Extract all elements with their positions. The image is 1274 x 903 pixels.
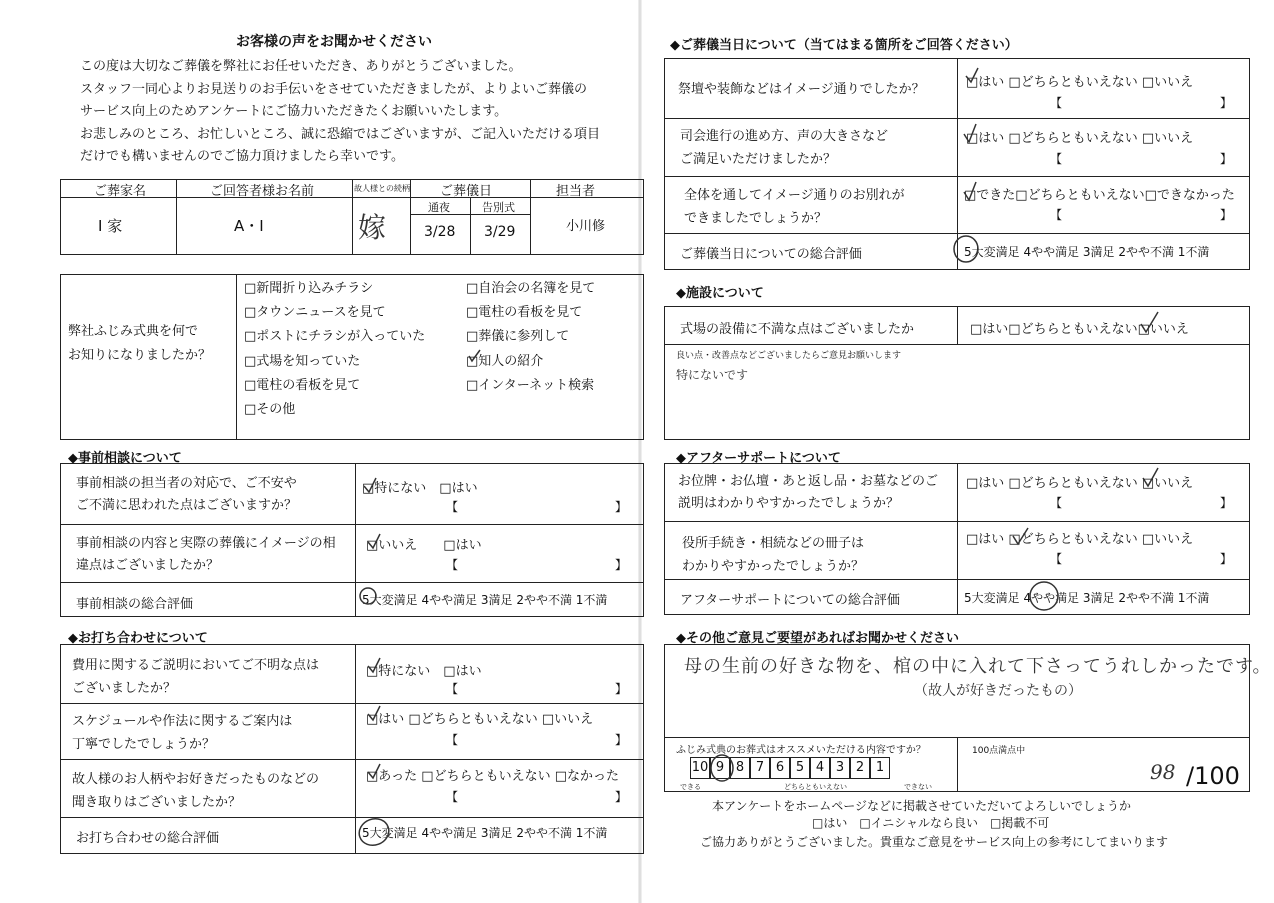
meeting-q2 xyxy=(72,710,292,756)
scale-cell[interactable]: 2 xyxy=(850,757,870,779)
check-mark-icon xyxy=(366,532,384,550)
divider xyxy=(60,759,644,760)
scale-left-label: できる xyxy=(680,783,701,791)
after-q3: アフターサポートについての総合評価 xyxy=(680,593,900,608)
after-support-heading: ◆アフターサポートについて xyxy=(676,451,841,466)
pre-consult-q1 xyxy=(76,473,297,517)
funeral-day-q3-options[interactable]: □できた□どちらともいえない□できなかった xyxy=(964,188,1235,203)
facility-q1: 式場の設備に不満な点はございましたか xyxy=(680,322,915,337)
bracket-open: 【 xyxy=(446,500,459,514)
check-mark-icon xyxy=(962,122,980,144)
checkbox-option[interactable]: □電柱の看板を見て xyxy=(244,377,361,393)
pre-consult-q3: 事前相談の総合評価 xyxy=(76,597,194,612)
checkbox-option[interactable]: □式場を知っていた xyxy=(244,353,361,369)
score-label: 100点満点中 xyxy=(972,746,1026,756)
question-line: ご満足いただけましたか？ xyxy=(680,152,837,167)
pre-consult-rating[interactable]: 5大変満足 4やや満足 3満足 2やや不満 1不満 xyxy=(362,593,608,607)
bracket-close: 】 xyxy=(615,733,628,747)
check-mark-icon xyxy=(362,476,380,494)
divider xyxy=(60,703,644,704)
intro-line: だけでも構いませんのでご協力頂けましたら幸いです。 xyxy=(80,149,404,164)
checkbox-option[interactable]: □インターネット検索 xyxy=(466,377,595,393)
bracket-open: 【 xyxy=(446,790,459,804)
check-mark-icon xyxy=(366,704,384,722)
divider xyxy=(60,582,644,583)
divider xyxy=(957,737,958,792)
question-line: 説明はわかりやすかったでしょうか？ xyxy=(678,496,900,511)
bracket-open: 【 xyxy=(1050,96,1063,110)
question-line: 弊社ふじみ式典を何で xyxy=(68,324,199,339)
question-line: 費用に関するご説明においてご不明な点は xyxy=(72,658,320,673)
scale-cell[interactable]: 10 xyxy=(690,757,710,779)
rating-circle-icon xyxy=(950,232,982,266)
funeral-day-q2-options[interactable]: □はい □どちらともいえない □いいえ xyxy=(966,131,1194,146)
checkbox-option[interactable]: □ポストにチラシが入っていた xyxy=(244,329,426,345)
bracket-open: 【 xyxy=(1050,152,1063,166)
question-line: できましたでしょうか？ xyxy=(684,211,828,226)
after-q2 xyxy=(682,532,864,578)
date-label: ご葬儀日 xyxy=(440,184,493,199)
respondent-label: ご回答者様お名前 xyxy=(210,184,315,199)
meeting-q1-options[interactable]: □特にない □はい xyxy=(366,664,482,679)
funeral-day-rating[interactable]: 5大変満足 4やや満足 3満足 2やや不満 1不満 xyxy=(964,245,1210,259)
recommend-question: ふじみ式典のお葬式はオススメいただける内容ですか？ xyxy=(676,745,926,756)
meeting-q3 xyxy=(72,768,319,814)
check-mark-icon xyxy=(366,762,384,780)
question-line: わかりやすかったでしょうか？ xyxy=(682,559,865,574)
thanks-text: ご協力ありがとうございました。貴重なご意見をサービス向上の参考にしてまいります xyxy=(700,835,1169,849)
pre-consult-q2-options[interactable]: □いいえ □はい xyxy=(366,538,482,553)
publish-question: 本アンケートをホームページなどに掲載させていただいてよろしいでしょうか xyxy=(712,799,1132,813)
source-question xyxy=(68,320,211,368)
intro-line: スタッフ一同心よりお見送りのお手伝いをさせていただきましたが、よりよいご葬儀の xyxy=(80,81,588,97)
bracket-close: 】 xyxy=(1220,552,1233,566)
after-q2-options[interactable]: □はい □どちらともいえない □いいえ xyxy=(966,532,1194,547)
question-line: 聞き取りはございましたか？ xyxy=(72,795,242,810)
check-mark-icon xyxy=(964,66,982,84)
funeral-day-q2 xyxy=(680,125,888,171)
relation-value: 嫁 xyxy=(358,211,387,244)
publish-options[interactable]: □はい □イニシャルなら良い □掲載不可 xyxy=(812,816,1050,830)
after-q1-options[interactable]: □はい □どちらともいえない □いいえ xyxy=(966,476,1194,491)
pre-consult-q2 xyxy=(76,533,336,577)
meeting-q2-options[interactable]: □はい □どちらともいえない □いいえ xyxy=(366,712,594,727)
divider xyxy=(236,274,237,440)
funeral-date: 3/29 xyxy=(484,224,516,240)
staff-label: 担当者 xyxy=(556,184,596,199)
bracket-close: 】 xyxy=(615,682,628,696)
other-comment-note[interactable]: （故人が好きだったもの） xyxy=(914,683,1082,699)
checkbox-option[interactable]: □葬儀に参列して xyxy=(466,329,570,345)
funeral-day-heading: ◆ご葬儀当日について（当てはまる箇所をご回答ください） xyxy=(670,38,1018,53)
divider xyxy=(60,524,644,525)
bracket-open: 【 xyxy=(1050,208,1063,222)
meeting-q4: お打ち合わせの総合評価 xyxy=(76,831,220,846)
intro-line: サービス向上のためアンケートにご協力いただきたくお願いいたします。 xyxy=(80,104,508,119)
checkbox-option[interactable]: □知人の紹介 xyxy=(466,353,544,369)
checkbox-option[interactable]: □タウンニュースを見て xyxy=(244,305,386,321)
divider xyxy=(957,463,958,615)
survey-title: お客様の声をお聞かせください xyxy=(236,34,432,50)
source-options-left xyxy=(244,277,425,422)
rating-circle-icon xyxy=(354,812,398,848)
rating-circle-icon xyxy=(1026,578,1062,614)
bracket-close: 】 xyxy=(1220,208,1233,222)
bracket-open: 【 xyxy=(446,733,459,747)
funeral-day-q1: 祭壇や装飾などはイメージ通りでしたか？ xyxy=(678,82,925,97)
question-line: 事前相談の内容と実際の葬儀にイメージの相 xyxy=(76,536,336,551)
after-q1 xyxy=(678,471,938,515)
meeting-q3-options[interactable]: □あった □どちらともいえない □なかった xyxy=(366,769,619,784)
check-mark-icon xyxy=(1140,466,1162,488)
score-value[interactable]: 98 xyxy=(1150,760,1176,784)
scale-cell[interactable]: 6 xyxy=(770,757,790,779)
funeral-label: 告別式 xyxy=(482,201,515,214)
other-comment[interactable]: 母の生前の好きな物を、棺の中に入れて下さってうれしかったです。 xyxy=(684,656,1272,677)
rating-circle-icon xyxy=(358,586,378,606)
facility-q1-options[interactable]: □はい□どちらともいえない□いいえ xyxy=(970,322,1189,337)
question-line: 役所手続き・相続などの冊子は xyxy=(682,536,865,551)
divider xyxy=(664,344,1250,345)
bracket-open: 【 xyxy=(446,558,459,572)
check-mark-icon xyxy=(366,656,384,674)
intro-line: お悲しみのところ、お忙しいところ、誠に恐縮ではございますが、ご記入いただける項目 xyxy=(80,126,601,142)
pre-consult-q1-options[interactable]: □特にない □はい xyxy=(362,481,478,496)
checkbox-option[interactable]: □電柱の看板を見て xyxy=(466,305,583,321)
question-line: 全体を通してイメージ通りのお別れが xyxy=(684,188,905,203)
relation-label: 故人様との続柄 xyxy=(354,184,410,193)
divider xyxy=(410,179,411,255)
check-mark-icon xyxy=(1010,526,1032,546)
bracket-close: 】 xyxy=(615,500,628,514)
question-line: 違点はございましたか？ xyxy=(76,558,220,573)
question-line: ございましたか？ xyxy=(72,681,177,696)
divider xyxy=(60,817,644,818)
meeting-heading: ◆お打ち合わせについて xyxy=(68,631,208,646)
checkbox-option[interactable]: □その他 xyxy=(244,402,296,418)
family-value: I 家 xyxy=(98,217,123,235)
scale-mid-label: どちらともいえない xyxy=(784,783,847,791)
question-line: ご不満に思われた点はございますか？ xyxy=(76,498,298,513)
question-line: お位牌・お仏壇・あと返し品・お墓などのご xyxy=(678,474,939,489)
bracket-open: 【 xyxy=(1050,496,1063,510)
question-line: 事前相談の担当者の対応で、ご不安や xyxy=(76,476,297,491)
divider xyxy=(352,179,353,255)
question-line: 丁寧でしたでしょうか？ xyxy=(72,737,216,752)
pre-consult-heading: ◆事前相談について xyxy=(68,451,182,466)
bracket-close: 】 xyxy=(615,790,628,804)
other-heading: ◆その他ご意見ご要望があればお聞かせください xyxy=(676,631,959,646)
scale-cell[interactable]: 5 xyxy=(790,757,810,779)
question-line: お知りになりましたか？ xyxy=(68,348,212,363)
scale-cell[interactable]: 1 xyxy=(870,757,890,779)
scale-cell[interactable]: 3 xyxy=(830,757,850,779)
bracket-close: 】 xyxy=(615,558,628,572)
divider xyxy=(470,197,471,255)
scale-cell[interactable]: 8 xyxy=(730,757,750,779)
scale-cell[interactable]: 4 xyxy=(810,757,830,779)
checkbox-option[interactable]: □新聞折り込みチラシ xyxy=(244,281,374,296)
bracket-open: 【 xyxy=(1050,552,1063,566)
divider xyxy=(530,179,531,255)
meeting-q1 xyxy=(72,654,319,700)
scale-cell[interactable]: 9 xyxy=(710,757,730,779)
checkbox-option[interactable]: □自治会の名簿を見て xyxy=(466,281,596,296)
check-mark-icon xyxy=(1138,310,1162,334)
family-label: ご葬家名 xyxy=(94,184,147,199)
staff-value: 小川修 xyxy=(566,219,606,234)
rating-circle-icon xyxy=(708,752,736,784)
scale-cell[interactable]: 7 xyxy=(750,757,770,779)
facility-comment-label: 良い点・改善点などございましたらご意見お願いします xyxy=(676,351,902,361)
divider xyxy=(957,306,958,344)
meeting-rating[interactable]: 5大変満足 4やや満足 3満足 2やや不満 1不満 xyxy=(362,826,608,840)
funeral-day-q1-options[interactable]: □はい □どちらともいえない □いいえ xyxy=(966,75,1194,90)
bracket-close: 】 xyxy=(1220,152,1233,166)
score-max: /100 xyxy=(1186,762,1240,790)
check-mark-icon xyxy=(962,180,980,202)
facility-heading: ◆施設について xyxy=(676,286,764,301)
facility-comment[interactable]: 特にないです xyxy=(676,368,749,382)
divider xyxy=(355,463,356,617)
question-line: 故人様のお人柄やお好きだったものなどの xyxy=(72,772,320,787)
check-mark-icon xyxy=(466,348,482,364)
wake-date: 3/28 xyxy=(424,224,456,240)
bracket-close: 】 xyxy=(1220,96,1233,110)
question-line: スケジュールや作法に関するご案内は xyxy=(72,714,293,729)
wake-label: 通夜 xyxy=(428,201,450,214)
intro-line: この度は大切なご葬儀を弊社にお任せいただき、ありがとうございました。 xyxy=(80,59,522,74)
source-options-right xyxy=(466,277,595,398)
funeral-day-q3 xyxy=(684,184,905,230)
funeral-day-q4: ご葬儀当日についての総合評価 xyxy=(680,247,862,262)
scale-right-label: できない xyxy=(904,783,932,791)
bracket-open: 【 xyxy=(446,682,459,696)
intro-text xyxy=(80,56,600,169)
bracket-close: 】 xyxy=(1220,496,1233,510)
question-line: 司会進行の進め方、声の大きさなど xyxy=(680,129,889,144)
after-rating[interactable]: 5大変満足 4やや満足 3満足 2やや不満 1不満 xyxy=(964,591,1210,605)
respondent-value: A・I xyxy=(234,217,264,235)
divider xyxy=(176,179,177,255)
